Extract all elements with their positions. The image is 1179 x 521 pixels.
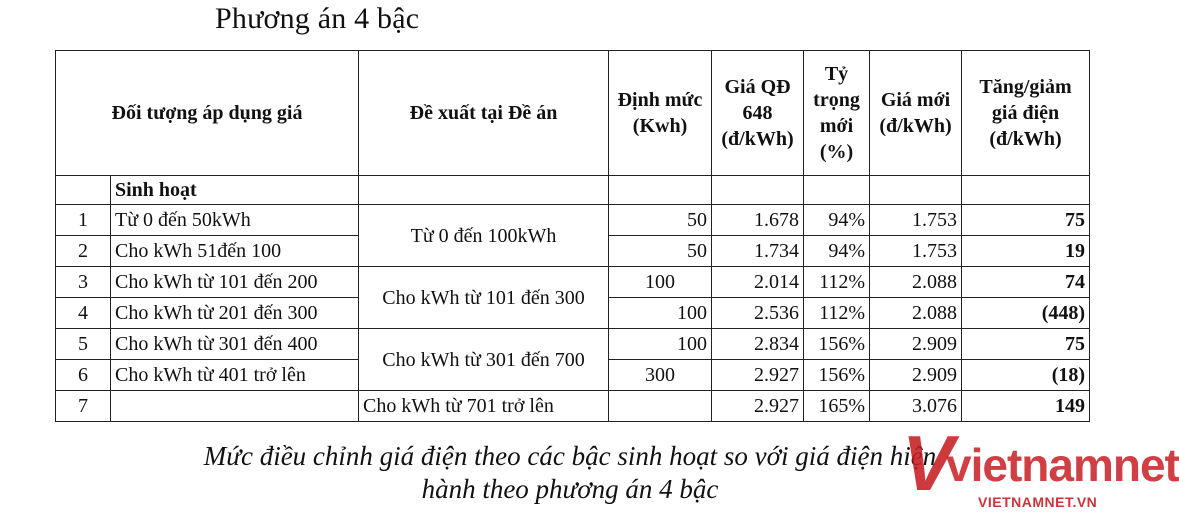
row-subject: Cho kWh từ 301 đến 400 [111,329,359,360]
header-price-648: Giá QĐ 648 (đ/kWh) [712,51,804,176]
header-change: Tăng/giảm giá điện (đ/kWh) [962,51,1090,176]
row-norm: 300 [609,360,712,391]
row-price: 2.014 [712,267,804,298]
row-subject: Cho kWh 51đến 100 [111,236,359,267]
row-change: (18) [962,360,1090,391]
watermark-logo-mark: V [902,419,955,507]
row-new-price: 1.753 [870,205,962,236]
row-number: 7 [56,391,111,422]
row-change: 75 [962,329,1090,360]
proposal-cell: Cho kWh từ 701 trở lên [359,391,609,422]
row-change: 74 [962,267,1090,298]
row-norm: 100 [609,329,712,360]
row-subject: Cho kWh từ 401 trở lên [111,360,359,391]
page-title: Phương án 4 bậc [215,2,420,35]
watermark-domain: VIETNAMNET.VN [978,494,1098,510]
row-new-price: 2.909 [870,329,962,360]
price-table [55,50,1090,422]
header-share: Tỷ trọng mới (%) [804,51,870,176]
row-price: 2.536 [712,298,804,329]
row-number: 4 [56,298,111,329]
caption-line-2: hành theo phương án 4 bậc [421,474,719,504]
row-norm: 50 [609,236,712,267]
caption-line-1: Mức điều chỉnh giá điện theo các bậc sinh hoạt so với giá điện hiện [203,441,937,471]
table-row [56,391,1090,422]
row-change: 75 [962,205,1090,236]
row-new-price: 2.088 [870,298,962,329]
caption [120,440,1020,506]
row-price: 2.834 [712,329,804,360]
row-change: (448) [962,298,1090,329]
row-share: 156% [804,329,870,360]
row-share: 112% [804,267,870,298]
row-new-price: 2.088 [870,267,962,298]
row-share: 112% [804,298,870,329]
row-number: 2 [56,236,111,267]
row-subject: Từ 0 đến 50kWh [111,205,359,236]
row-norm: 100 [609,298,712,329]
row-number: 5 [56,329,111,360]
proposal-cell: Từ 0 đến 100kWh [359,205,609,267]
row-new-price: 2.909 [870,360,962,391]
header-new-price: Giá mới (đ/kWh) [870,51,962,176]
row-price: 2.927 [712,360,804,391]
group-row [56,176,1090,205]
proposal-cell: Cho kWh từ 301 đến 700 [359,329,609,391]
row-price: 2.927 [712,391,804,422]
row-share: 165% [804,391,870,422]
header-norm: Định mức (Kwh) [609,51,712,176]
group-label: Sinh hoạt [111,176,359,205]
row-change: 19 [962,236,1090,267]
table-row [56,205,1090,236]
row-share: 156% [804,360,870,391]
proposal-cell: Cho kWh từ 101 đến 300 [359,267,609,329]
row-price: 1.734 [712,236,804,267]
row-price: 1.678 [712,205,804,236]
row-norm: 100 [609,267,712,298]
row-change: 149 [962,391,1090,422]
vietnamnet-watermark [898,419,1179,521]
row-subject [111,391,359,422]
header-subject: Đối tượng áp dụng giá [56,51,359,176]
watermark-brand: vietnamnet [946,439,1179,491]
row-number: 3 [56,267,111,298]
table-row [56,267,1090,298]
row-norm: 50 [609,205,712,236]
row-share: 94% [804,205,870,236]
row-new-price: 1.753 [870,236,962,267]
row-subject: Cho kWh từ 201 đến 300 [111,298,359,329]
row-number: 6 [56,360,111,391]
row-norm [609,391,712,422]
row-number: 1 [56,205,111,236]
row-share: 94% [804,236,870,267]
row-subject: Cho kWh từ 101 đến 200 [111,267,359,298]
table-row [56,329,1090,360]
row-new-price: 3.076 [870,391,962,422]
header-proposal: Đề xuất tại Đề án [359,51,609,176]
